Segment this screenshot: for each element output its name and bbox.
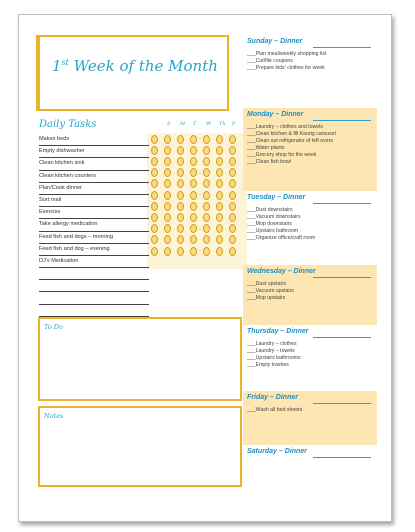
task-checkbox[interactable] xyxy=(203,146,210,155)
notes-label: Notes xyxy=(44,412,64,420)
task-checkbox[interactable] xyxy=(164,247,171,256)
task-checkbox[interactable] xyxy=(190,179,197,188)
task-checkbox[interactable] xyxy=(177,235,184,244)
task-checkbox[interactable] xyxy=(216,235,223,244)
task-checkbox[interactable] xyxy=(164,213,171,222)
task-checkbox[interactable] xyxy=(164,202,171,211)
task-row: Plan/Cook dinner xyxy=(39,183,149,195)
chore-item: ___Water plants xyxy=(247,145,285,151)
task-checkbox[interactable] xyxy=(190,191,197,200)
chore-item: ___Mop downstairs xyxy=(247,221,292,227)
task-checkbox[interactable] xyxy=(177,157,184,166)
chore-item: ___Laundry – towels xyxy=(247,348,295,354)
notes-box xyxy=(38,406,242,487)
task-row: Sort mail xyxy=(39,195,149,207)
task-checkbox[interactable] xyxy=(151,135,158,144)
task-checkbox[interactable] xyxy=(203,157,210,166)
chore-item: ___Clean kitchen & fill Keurig carousel xyxy=(247,131,336,137)
task-checkbox[interactable] xyxy=(164,146,171,155)
dinner-write-line xyxy=(313,277,371,278)
task-checkbox[interactable] xyxy=(177,213,184,222)
task-row: Clean kitchen sink xyxy=(39,158,149,170)
checkbox-grid xyxy=(147,133,247,269)
dinner-write-line xyxy=(313,120,371,121)
chore-item: ___Clean fish bowl xyxy=(247,159,291,165)
task-row: Clean kitchen counters xyxy=(39,171,149,183)
task-checkbox[interactable] xyxy=(216,213,223,222)
task-checkbox[interactable] xyxy=(216,157,223,166)
dinner-write-line xyxy=(313,203,371,204)
day-letter: T xyxy=(193,121,197,127)
task-checkbox[interactable] xyxy=(151,191,158,200)
task-checkbox[interactable] xyxy=(229,157,236,166)
chore-item: ___Vacuum upstairs xyxy=(247,288,294,294)
page-title xyxy=(52,57,218,75)
task-checkbox[interactable] xyxy=(151,157,158,166)
task-checkbox[interactable] xyxy=(203,179,210,188)
day-chore-list xyxy=(247,281,294,302)
task-checkbox[interactable] xyxy=(190,247,197,256)
day-heading: Sunday – Dinner xyxy=(247,38,303,45)
chore-item: ___Plan meal/weekly shopping list xyxy=(247,51,327,57)
day-chore-list xyxy=(247,124,336,166)
task-checkbox[interactable] xyxy=(177,179,184,188)
task-row: Exercise xyxy=(39,207,149,219)
task-checkbox[interactable] xyxy=(203,213,210,222)
day-block xyxy=(243,391,377,445)
day-chore-list xyxy=(247,51,326,72)
todo-label: To Do xyxy=(44,323,63,331)
task-checkbox[interactable] xyxy=(229,247,236,256)
task-checkbox[interactable] xyxy=(203,247,210,256)
task-checkbox[interactable] xyxy=(203,202,210,211)
dinner-write-line xyxy=(313,47,371,48)
chore-item: ___Prepare kids' clothes for week xyxy=(247,65,325,71)
task-checkbox[interactable] xyxy=(164,224,171,233)
task-row: Feed fish and dog – evening xyxy=(39,244,149,256)
task-checkbox[interactable] xyxy=(229,202,236,211)
day-block xyxy=(243,265,377,325)
chore-item: ___Clean out refrigerator of left overs xyxy=(247,138,333,144)
task-checkbox[interactable] xyxy=(216,191,223,200)
task-checkbox[interactable] xyxy=(229,146,236,155)
day-letter: W xyxy=(206,121,212,127)
task-checkbox[interactable] xyxy=(229,213,236,222)
task-checkbox[interactable] xyxy=(164,157,171,166)
task-checkbox[interactable] xyxy=(177,146,184,155)
task-checkbox[interactable] xyxy=(229,179,236,188)
task-checkbox[interactable] xyxy=(164,235,171,244)
day-chore-list xyxy=(247,207,315,242)
day-letter: M xyxy=(180,121,186,127)
task-row: Makes beds xyxy=(39,134,149,146)
task-checkbox[interactable] xyxy=(229,235,236,244)
day-block xyxy=(243,35,377,108)
task-checkbox[interactable] xyxy=(177,168,184,177)
todo-box xyxy=(38,317,242,401)
day-letter: F xyxy=(232,121,236,127)
task-checkbox[interactable] xyxy=(216,135,223,144)
chore-item: ___Laundry – clothes xyxy=(247,341,297,347)
chore-item: ___Upstairs bathrooms xyxy=(247,355,301,361)
task-checkbox[interactable] xyxy=(229,191,236,200)
chore-item: ___Dust downstairs xyxy=(247,207,293,213)
task-checkbox[interactable] xyxy=(203,135,210,144)
task-row xyxy=(39,268,149,280)
chore-item: ___Cut/file coupons xyxy=(247,58,293,64)
day-heading: Monday – Dinner xyxy=(247,111,304,118)
task-checkbox[interactable] xyxy=(190,202,197,211)
task-checkbox[interactable] xyxy=(216,146,223,155)
day-heading: Tuesday – Dinner xyxy=(247,194,306,201)
task-checkbox[interactable] xyxy=(229,135,236,144)
title-number: 1 xyxy=(52,57,62,75)
day-heading: Wednesday – Dinner xyxy=(247,268,316,275)
day-chore-list xyxy=(247,341,301,369)
task-checkbox[interactable] xyxy=(164,135,171,144)
task-checkbox[interactable] xyxy=(164,191,171,200)
title-ordinal: st xyxy=(61,58,69,67)
chore-item: ___Laundry – clothes and towels xyxy=(247,124,323,130)
task-checkbox[interactable] xyxy=(177,191,184,200)
task-checkbox[interactable] xyxy=(216,224,223,233)
task-checkbox[interactable] xyxy=(151,235,158,244)
dinner-write-line xyxy=(313,337,371,338)
day-heading: Thursday – Dinner xyxy=(247,328,309,335)
task-checkbox[interactable] xyxy=(151,179,158,188)
task-checkbox[interactable] xyxy=(164,179,171,188)
task-checkbox[interactable] xyxy=(229,168,236,177)
day-letter: S xyxy=(167,121,171,127)
task-checkbox[interactable] xyxy=(190,168,197,177)
planner-page xyxy=(18,14,392,522)
day-letter-row xyxy=(164,121,254,131)
task-checkbox[interactable] xyxy=(151,146,158,155)
task-checkbox[interactable] xyxy=(203,224,210,233)
task-row: DJ's Medication xyxy=(39,256,149,268)
day-letter: Th xyxy=(219,121,226,127)
task-checkbox[interactable] xyxy=(151,213,158,222)
task-checkbox[interactable] xyxy=(203,191,210,200)
title-box xyxy=(36,35,229,111)
task-list xyxy=(39,134,149,317)
task-checkbox[interactable] xyxy=(151,247,158,256)
task-row: Feed fish and dogs – morning xyxy=(39,232,149,244)
task-row xyxy=(39,280,149,292)
day-block xyxy=(243,108,377,191)
dinner-write-line xyxy=(313,403,371,404)
task-checkbox[interactable] xyxy=(216,247,223,256)
task-checkbox[interactable] xyxy=(190,146,197,155)
daily-tasks-heading: Daily Tasks xyxy=(39,119,97,130)
task-row: Empty dishwasher xyxy=(39,146,149,158)
task-checkbox[interactable] xyxy=(190,157,197,166)
task-checkbox[interactable] xyxy=(190,213,197,222)
task-checkbox[interactable] xyxy=(190,224,197,233)
day-heading: Friday – Dinner xyxy=(247,394,298,401)
task-checkbox[interactable] xyxy=(216,179,223,188)
task-checkbox[interactable] xyxy=(177,202,184,211)
task-checkbox[interactable] xyxy=(203,168,210,177)
task-checkbox[interactable] xyxy=(216,202,223,211)
task-checkbox[interactable] xyxy=(203,235,210,244)
chore-item: ___Dust upstairs xyxy=(247,281,286,287)
task-checkbox[interactable] xyxy=(177,135,184,144)
task-checkbox[interactable] xyxy=(177,224,184,233)
chore-item: ___Mop upstairs xyxy=(247,295,286,301)
task-row xyxy=(39,292,149,304)
task-checkbox[interactable] xyxy=(190,135,197,144)
day-heading: Saturday – Dinner xyxy=(247,448,307,455)
dinner-write-line xyxy=(313,457,371,458)
chore-item: ___Empty trashes xyxy=(247,362,289,368)
title-text: Week of the Month xyxy=(73,57,218,75)
task-checkbox[interactable] xyxy=(151,224,158,233)
day-block xyxy=(243,191,377,265)
task-row xyxy=(39,305,149,317)
task-checkbox[interactable] xyxy=(229,224,236,233)
task-checkbox[interactable] xyxy=(216,168,223,177)
day-block xyxy=(243,445,377,495)
task-checkbox[interactable] xyxy=(151,202,158,211)
task-checkbox[interactable] xyxy=(190,235,197,244)
chore-item: ___Grocery shop for the week xyxy=(247,152,317,158)
task-checkbox[interactable] xyxy=(151,168,158,177)
chore-item: ___Organize office/craft room xyxy=(247,235,316,241)
task-row: Take allergy medication xyxy=(39,219,149,231)
task-checkbox[interactable] xyxy=(177,247,184,256)
chore-item: ___Vacuum downstairs xyxy=(247,214,301,220)
task-checkbox[interactable] xyxy=(164,168,171,177)
day-chore-list xyxy=(247,407,302,414)
chore-item: ___Upstairs bathroom xyxy=(247,228,299,234)
chore-item: ___Wash all bed sheets xyxy=(247,407,303,413)
day-block xyxy=(243,325,377,391)
